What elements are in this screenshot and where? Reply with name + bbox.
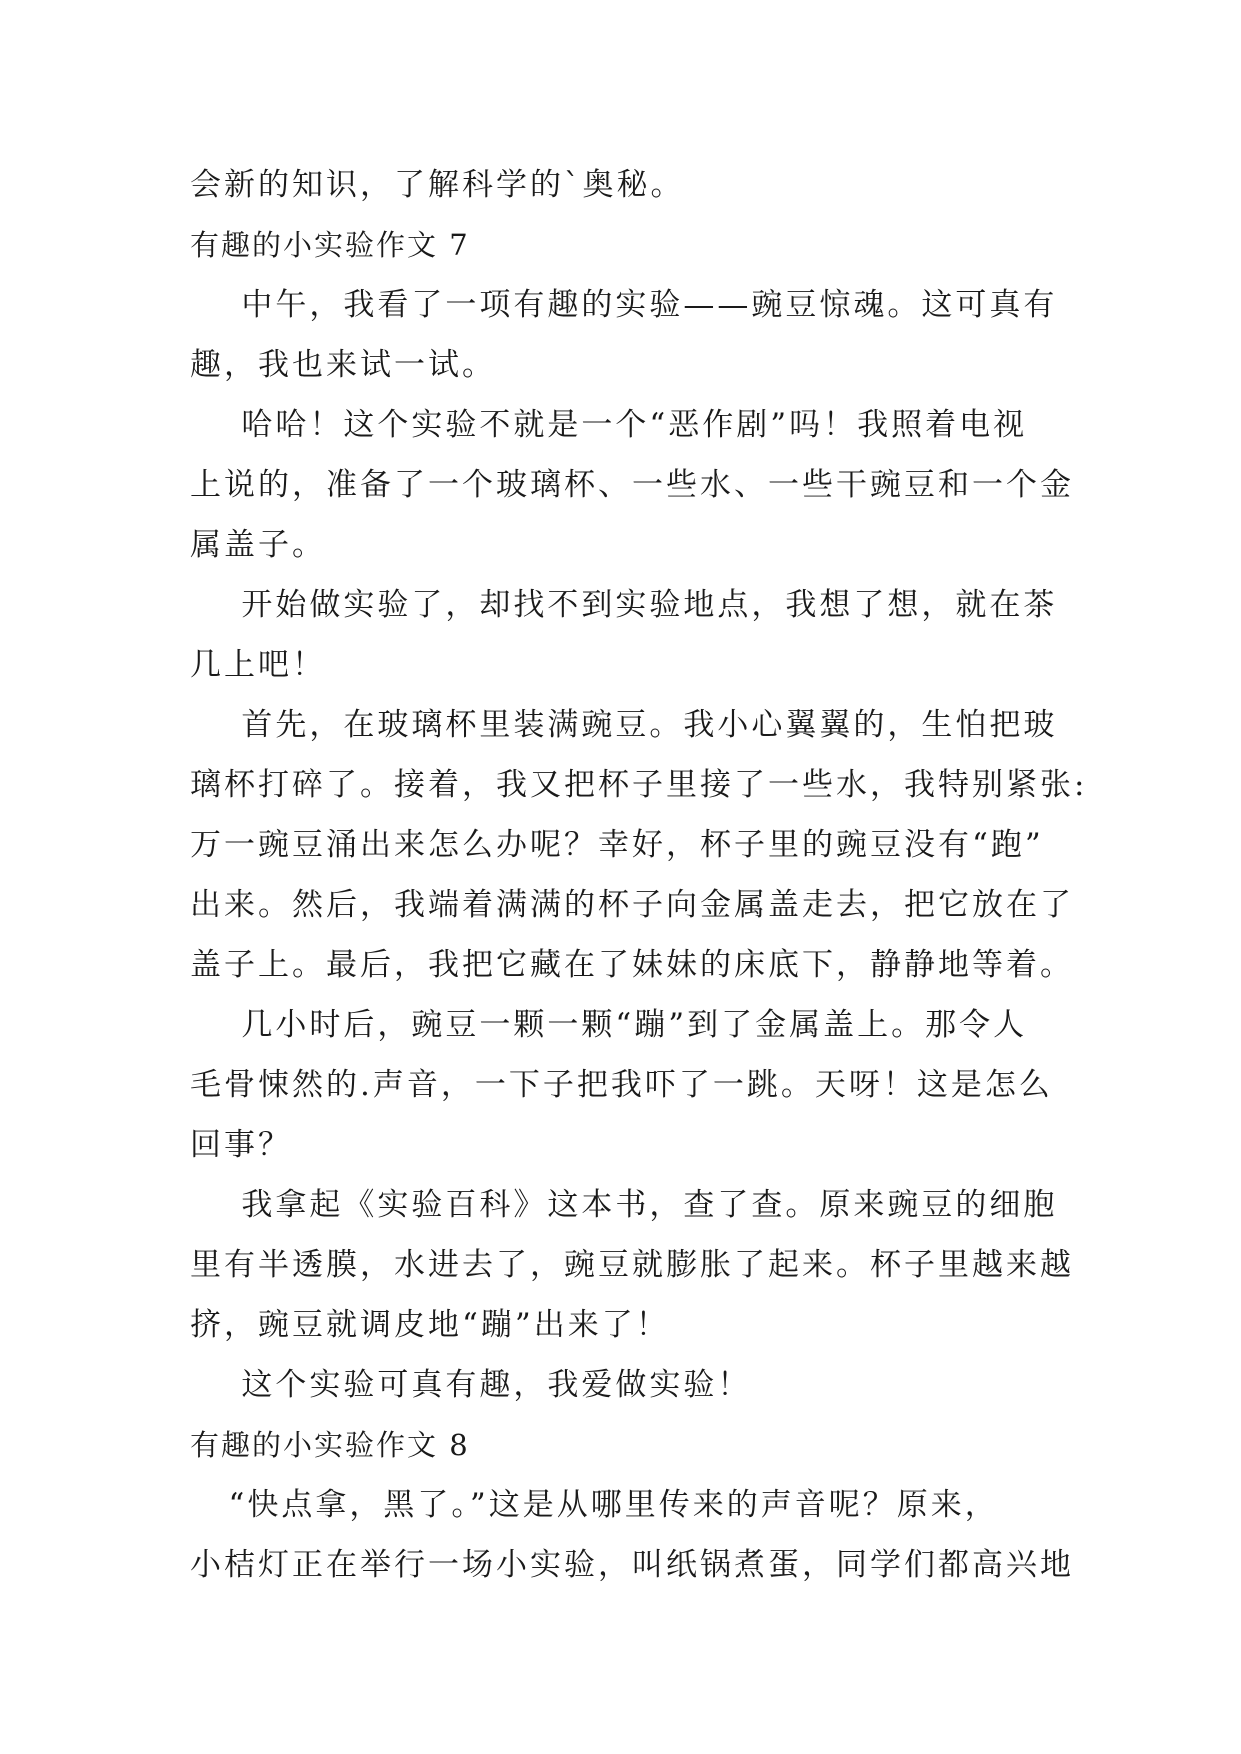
- text-line: 挤，豌豆就调皮地“蹦”出来了！: [190, 1307, 670, 1343]
- text-line: 开始做实验了，却找不到实验地点，我想了想，就在茶: [190, 587, 1058, 623]
- text-line: 回事？: [190, 1127, 292, 1163]
- document-body: [190, 155, 1088, 1595]
- text-line: 会新的知识，了解科学的`奥秘。: [190, 167, 685, 203]
- text-line: 趣，我也来试一试。: [190, 347, 496, 383]
- text-line: 璃杯打碎了。接着，我又把杯子里接了一些水，我特别紧张:: [190, 767, 1088, 803]
- text-line: 首先，在玻璃杯里装满豌豆。我小心翼翼的，生怕把玻: [190, 707, 1058, 743]
- section-heading: 有趣的小实验作文 7: [190, 228, 470, 262]
- text-line: 中午，我看了一项有趣的实验——豌豆惊魂。这可真有: [190, 287, 1058, 323]
- text-line: 出来。然后，我端着满满的杯子向金属盖走去，把它放在了: [190, 887, 1074, 923]
- text-line: 万一豌豆涌出来怎么办呢？幸好，杯子里的豌豆没有“跑”: [190, 827, 1044, 863]
- section-heading: 有趣的小实验作文 8: [190, 1428, 470, 1462]
- text-line: 属盖子。: [190, 527, 326, 563]
- text-line: 我拿起《实验百科》这本书，查了查。原来豌豆的细胞: [190, 1187, 1058, 1223]
- text-line: 几上吧！: [190, 647, 326, 683]
- text-line: 这个实验可真有趣，我爱做实验！: [190, 1367, 752, 1403]
- text-line: 哈哈！这个实验不就是一个“恶作剧”吗！我照着电视: [190, 407, 1028, 443]
- text-line: “快点拿，黑了。”这是从哪里传来的声音呢？原来，: [190, 1487, 999, 1523]
- text-line: 盖子上。最后，我把它藏在了妹妹的床底下，静静地等着。: [190, 947, 1074, 983]
- text-line: 小桔灯正在举行一场小实验，叫纸锅煮蛋，同学们都高兴地: [190, 1547, 1074, 1583]
- text-line: 里有半透膜，水进去了，豌豆就膨胀了起来。杯子里越来越: [190, 1247, 1074, 1283]
- text-line: 上说的，准备了一个玻璃杯、一些水、一些干豌豆和一个金: [190, 467, 1074, 503]
- text-line: 毛骨悚然的.声音，一下子把我吓了一跳。天呀！这是怎么: [190, 1067, 1053, 1103]
- text-line: 几小时后，豌豆一颗一颗“蹦”到了金属盖上。那令人: [190, 1007, 1028, 1043]
